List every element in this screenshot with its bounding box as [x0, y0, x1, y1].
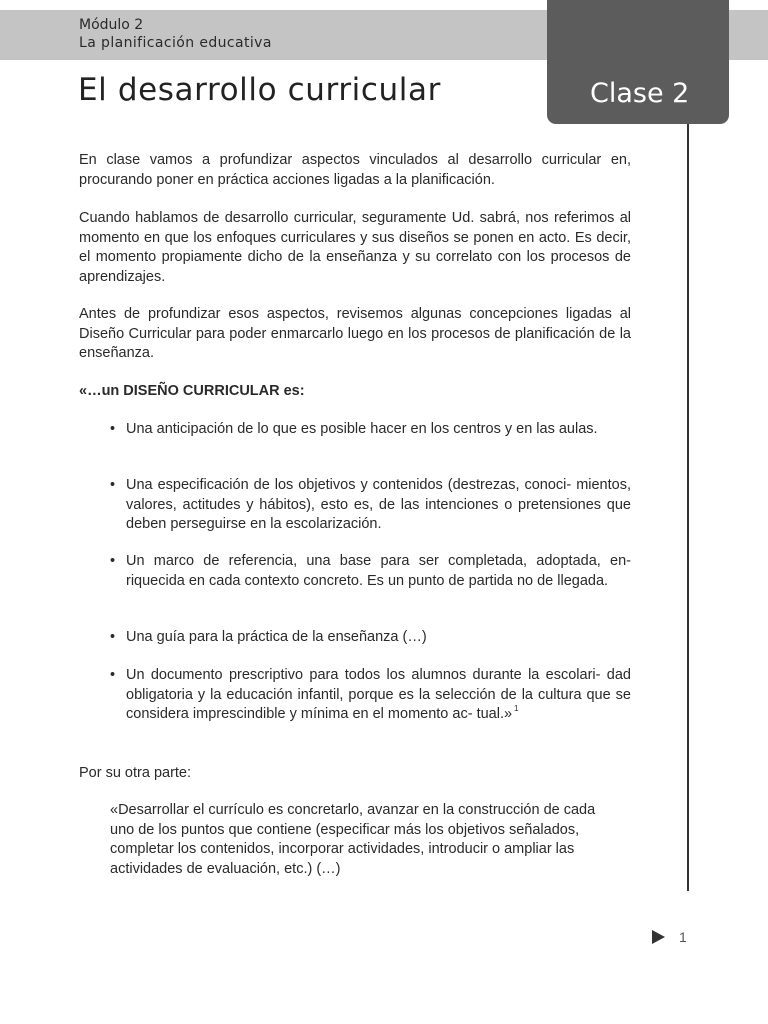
block-quote: «Desarrollar el currículo es concretarlo, avanzar en la construcción de cada uno de los puntos que contiene (especificar más los objetivos señalados, completar los contenidos, incorporar actividades, introducir o ampliar las actividades de evaluación, etc.) (…)	[110, 802, 596, 877]
bullet-icon: •	[110, 553, 116, 569]
bullet-icon: •	[110, 477, 116, 493]
list-item-text: Una anticipación de lo que es posible hacer en los centros y en las aulas.	[126, 421, 598, 437]
paragraph-concepts: Antes de profundizar esos aspectos, revisemos algunas concepciones ligadas al Diseño Curricular para poder enmarcarlo luego en los procesos de planificación de la enseñanza.	[79, 306, 631, 361]
list-item	[110, 420, 631, 440]
footnote-reference: 1	[514, 704, 519, 713]
list-item	[110, 628, 631, 648]
module-label: Módulo 2	[79, 17, 144, 33]
module-subtitle: La planificación educativa	[79, 35, 272, 51]
list-item	[110, 476, 631, 535]
list-item-text	[126, 666, 631, 725]
definition-heading: «…un DISEÑO CURRICULAR es:	[79, 383, 305, 399]
bullet-icon: •	[110, 667, 116, 683]
page-title: El desarrollo curricular	[78, 72, 441, 108]
list-item	[110, 666, 631, 725]
list-item-text: Una especificación de los objetivos y contenidos (destrezas, conoci- mientos, valores, actitudes y hábitos), esto es, de las intenciones o pretensiones que deben perseguirse en la escolarización.	[126, 477, 631, 532]
bullet-icon: •	[110, 629, 116, 645]
play-triangle-icon	[652, 930, 665, 944]
vertical-rule	[687, 124, 689, 891]
list-item-body: Un documento prescriptivo para todos los alumnos durante la escolari- dad obligatoria y la educación infantil, porque es la selección de la cultura que se considera imprescindible y mínima en el momento ac- tual.»	[126, 667, 631, 722]
bullet-icon: •	[110, 421, 116, 437]
transition-text: Por su otra parte:	[79, 765, 192, 781]
class-label: Clase 2	[590, 78, 690, 109]
list-item	[110, 552, 631, 591]
page-number: 1	[679, 929, 687, 945]
paragraph-development: Cuando hablamos de desarrollo curricular, seguramente Ud. sabrá, nos referimos al momento en que los enfoques curriculares y sus diseños se ponen en acto. Es decir, el momento propiamente dicho de la enseñanza y su correlato con los procesos de aprendizajes.	[79, 210, 631, 285]
paragraph-intro: En clase vamos a profundizar aspectos vinculados al desarrollo curricular en, procurando poner en práctica acciones ligadas a la planificación.	[79, 152, 631, 188]
list-item-text: Un marco de referencia, una base para ser completada, adoptada, en- riquecida en cada contexto concreto. Es un punto de partida no de llegada.	[126, 553, 631, 589]
list-item-text: Una guía para la práctica de la enseñanza (…)	[126, 629, 427, 645]
